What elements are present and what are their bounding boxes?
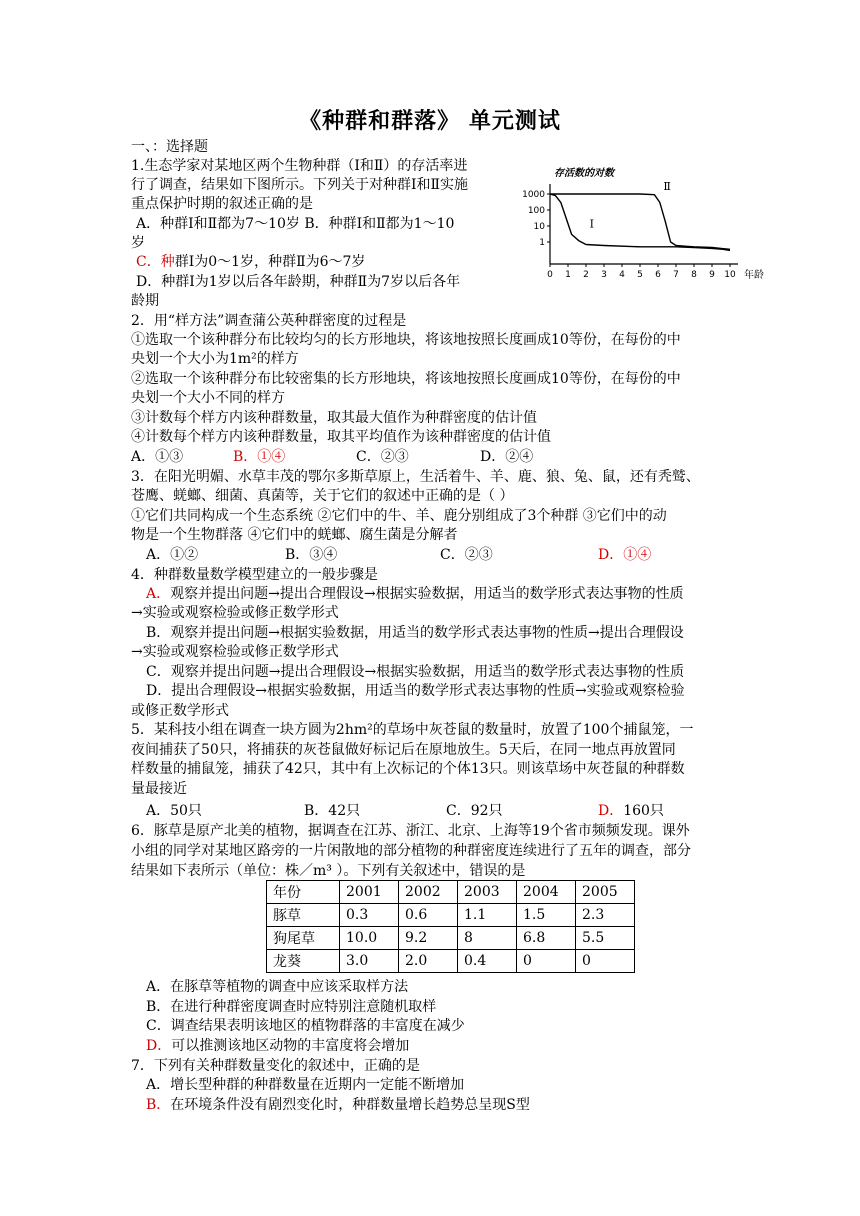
table-cell: 3.0 [340, 950, 399, 973]
q5-option-d-text: 160只 [623, 803, 664, 819]
q6-option-d [146, 1036, 409, 1056]
x-tick-label: 6 [655, 270, 661, 280]
answer-mark: D． [598, 803, 624, 819]
q5-option-a: A．50只 [146, 803, 202, 819]
q3-option-c: C．②③ [440, 547, 493, 563]
table-cell: 0 [576, 950, 635, 973]
q1-option-c [136, 252, 365, 272]
table-cell: 2.3 [576, 904, 635, 927]
table-header-cell: 2005 [576, 881, 635, 904]
q3-line-3: ①它们共同构成一个生态系统 ②它们中的牛、羊、鹿分别组成了3个种群 ③它们中的动 [131, 508, 667, 524]
q4-option-b: B．观察并提出问题→根据实验数据，用适当的数学形式表达事物的性质→提出合理假设 [146, 625, 684, 641]
q4-option-a-text: 观察并提出问题→提出合理假设→根据实验数据，用适当的数学形式表达事物的性质 [170, 586, 684, 602]
q2-item-2-cont: 央划一个大小不同的样方 [131, 390, 285, 406]
q4-option-a-cont: →实验或观察检验或修正数学形式 [131, 605, 339, 621]
table-cell: 5.5 [576, 927, 635, 950]
x-tick-label: 7 [673, 270, 679, 280]
q5-line-2: 夜间捕获了50只，将捕获的灰苍鼠做好标记后在原地放生。5天后，在同一地点再放置同 [131, 742, 676, 758]
q4-option-b-cont: →实验或观察检验或修正数学形式 [131, 644, 339, 660]
q5-option-d [598, 801, 664, 821]
q2-option-c: C．②③ [356, 449, 409, 465]
q2-line-1: 2．用“样方法”调查蒲公英种群密度的过程是 [131, 313, 407, 329]
answer-mark: B． [146, 1097, 171, 1113]
q4-line-1: 4．种群数量数学模型建立的一般步骤是 [131, 567, 378, 583]
q1-line-1: 1.生态学家对某地区两个生物种群（Ⅰ和Ⅱ）的存活率进 [131, 158, 468, 174]
answer-mark: C．种 [136, 254, 175, 270]
q5-line-1: 5．某科技小组在调查一块方圆为2hm²的草场中灰苍鼠的数量时，放置了100个捕鼠笼，一 [131, 722, 694, 738]
table-cell: 1.5 [517, 904, 576, 927]
q2-option-d: D．②④ [480, 449, 534, 465]
q6-option-d-text: 可以推测该地区动物的丰富度将会增加 [171, 1038, 410, 1054]
q6-option-a: A．在豚草等植物的调查中应该采取样方法 [146, 979, 409, 995]
x-tick-label: 3 [601, 270, 607, 280]
x-tick-label: 4 [619, 270, 625, 280]
y-tick-label: 1000 [522, 190, 545, 200]
q2-option-b: B．①④ [233, 449, 286, 465]
q2-item-2: ②选取一个该种群分布比较密集的长方形地块，将该地按照长度画成10等份，在每份的中 [131, 371, 681, 387]
table-cell: 6.8 [517, 927, 576, 950]
table-cell: 0.4 [458, 950, 517, 973]
table-cell: 0 [517, 950, 576, 973]
q3-option-a: A．①② [146, 547, 199, 563]
q1-option-a-cont: 岁 [131, 235, 145, 251]
series-label: Ⅱ [663, 180, 671, 193]
table-cell: 2.0 [399, 950, 458, 973]
q3-line-4: 物是一个生物群落 ④它们中的蜣螂、腐生菌是分解者 [131, 527, 458, 543]
q7-option-a: A．增长型种群的种群数量在近期内一定能不断增加 [146, 1077, 465, 1093]
q1-option-d-cont: 龄期 [131, 293, 159, 309]
table-header-cell: 2003 [458, 881, 517, 904]
q1-option-a: A．种群Ⅰ和Ⅱ都为7～10岁 B．种群Ⅰ和Ⅱ都为1～10 [136, 216, 455, 232]
q4-option-a [146, 584, 684, 604]
x-tick-label: 0 [547, 270, 553, 280]
table-header-cell: 2004 [517, 881, 576, 904]
q2-item-1: ①选取一个该种群分布比较均匀的长方形地块，将该地按照长度画成10等份，在每份的中 [131, 332, 681, 348]
section-heading: 一、：选择题 [131, 139, 208, 155]
x-tick-label: 8 [691, 270, 697, 280]
q6-option-c: C．调查结果表明该地区的植物群落的丰富度在减少 [146, 1018, 465, 1034]
table-cell: 豚草 [267, 904, 340, 927]
table-cell: 0.6 [399, 904, 458, 927]
density-table [266, 880, 635, 973]
table-cell: 狗尾草 [267, 927, 340, 950]
x-tick-label: 5 [637, 270, 643, 280]
y-tick-label: 100 [527, 206, 545, 216]
x-tick-label: 9 [709, 270, 715, 280]
q7-option-b-text: 在环境条件没有剧烈变化时，种群数量增长趋势总呈现S型 [170, 1097, 530, 1113]
table-row [267, 904, 635, 927]
answer-mark: A． [146, 586, 171, 602]
q3-option-d: D．①④ [598, 547, 652, 563]
x-axis-label: 年龄 [744, 270, 764, 281]
q4-option-d-cont: 或修正数学形式 [131, 703, 229, 719]
q1-option-c-text: 群Ⅰ为0～1岁，种群Ⅱ为6～7岁 [174, 254, 366, 270]
q6-option-b: B．在进行种群密度调查时应特别注意随机取样 [146, 999, 437, 1015]
survival-chart [522, 160, 784, 281]
q4-option-c: C．观察并提出问题→提出合理假设→根据实验数据，用适当的数学形式表达事物的性质 [146, 664, 685, 680]
q1-line-2: 行了调查，结果如下图所示。下列关于对种群Ⅰ和Ⅱ实施 [131, 177, 469, 193]
table-header-cell: 2002 [399, 881, 458, 904]
x-tick-label: 10 [724, 270, 736, 280]
q5-option-c: C．92只 [446, 803, 503, 819]
q2-option-a: A．①③ [131, 449, 184, 465]
x-tick-label: 1 [565, 270, 571, 280]
q5-option-b: B．42只 [304, 803, 361, 819]
q7-option-b [146, 1095, 530, 1115]
q5-line-3: 样数量的捕鼠笼，捕获了42只，其中有上次标记的个体13只。则该草场中灰苍鼠的种群数 [131, 761, 685, 777]
q6-line-3: 结果如下表所示（单位：株／m³ ）。下列有关叙述中，错误的是 [131, 863, 526, 879]
table-cell: 1.1 [458, 904, 517, 927]
q5-line-4: 量最接近 [131, 781, 187, 797]
q6-line-1: 6．豚草是原产北美的植物，据调查在江苏、浙江、北京、上海等19个省市频频发现。课外 [131, 823, 690, 839]
q2-item-3: ③计数每个样方内该种群数量，取其最大值作为种群密度的估计值 [131, 410, 537, 426]
x-tick-label: 2 [583, 270, 589, 280]
table-header-cell: 年份 [267, 881, 340, 904]
q3-option-b: B．③④ [285, 547, 338, 563]
q1-line-3: 重点保护时期的叙述正确的是 [131, 196, 313, 212]
table-header-row [267, 881, 635, 904]
q4-option-d: D．提出合理假设→根据实验数据，用适当的数学形式表达事物的性质→实验或观察检验 [146, 683, 685, 699]
series-line-1 [550, 194, 730, 250]
table-cell: 8 [458, 927, 517, 950]
table-cell: 9.2 [399, 927, 458, 950]
q3-line-1: 3．在阳光明媚、水草丰茂的鄂尔多斯草原上，生活着牛、羊、鹿、狼、兔、鼠，还有秃鹫、 [131, 469, 700, 485]
table-row [267, 950, 635, 973]
series-line-2 [550, 194, 730, 249]
chart-plot-area [522, 180, 736, 280]
table-header-cell: 2001 [340, 881, 399, 904]
q1-option-d: D．种群Ⅰ为1岁以后各年龄期，种群Ⅱ为7岁以后各年 [136, 274, 461, 290]
q6-line-2: 小组的同学对某地区路旁的一片闲散地的部分植物的种群密度连续进行了五年的调查，部分 [131, 843, 691, 859]
q2-item-4: ④计数每个样方内该种群数量，取其平均值作为该种群密度的估计值 [131, 429, 551, 445]
table-cell: 10.0 [340, 927, 399, 950]
table-cell: 0.3 [340, 904, 399, 927]
q2-item-1-cont: 央划一个大小为1m²的样方 [131, 351, 299, 367]
series-label: Ⅰ [589, 217, 594, 231]
answer-mark: D． [146, 1038, 172, 1054]
table-cell: 龙葵 [267, 950, 340, 973]
page-title: 《种群和群落》 单元测试 [299, 108, 561, 134]
table-row [267, 927, 635, 950]
q3-line-2: 苍鹰、蜣螂、细菌、真菌等，关于它们的叙述中正确的是（ ） [131, 488, 514, 504]
y-tick-label: 1 [539, 238, 545, 248]
chart-title: 存活数的对数 [554, 168, 614, 179]
q7-line-1: 7．下列有关种群数量变化的叙述中，正确的是 [131, 1058, 420, 1074]
y-tick-label: 10 [533, 222, 545, 232]
